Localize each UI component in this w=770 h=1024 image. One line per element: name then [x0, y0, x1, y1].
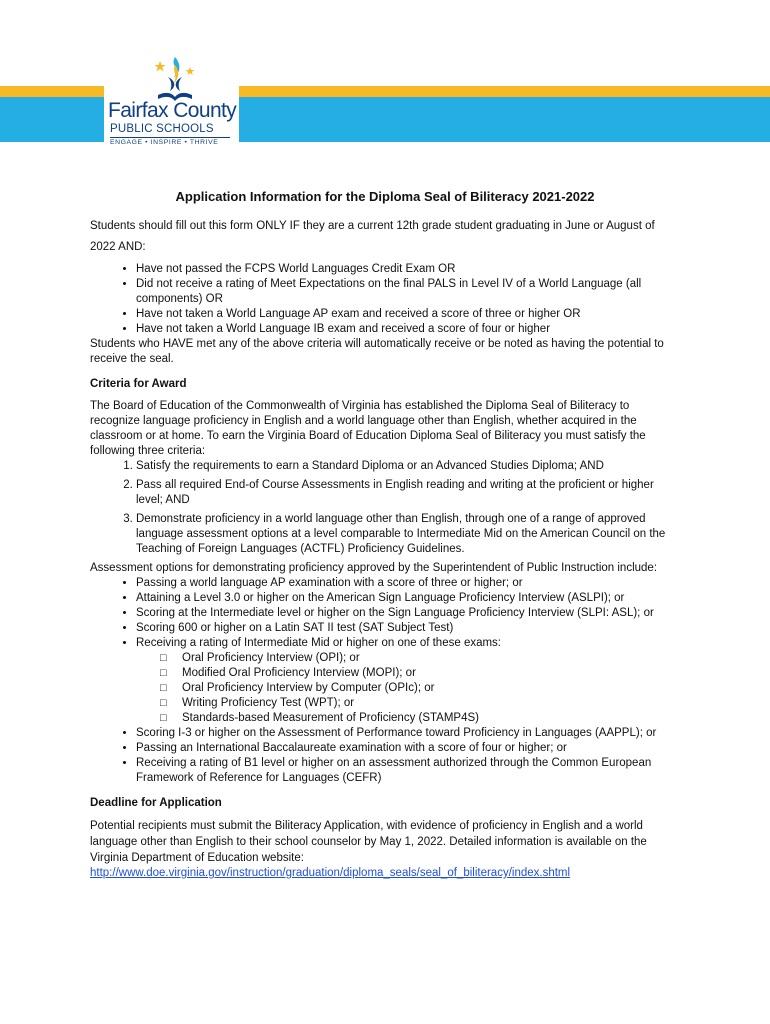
deadline-paragraph: Potential recipients must submit the Biliteracy Application, with evidence of proficiency in English and a world language other than English to their school counselor by May 1, 2022. Detailed information is available on the Virginia Department of Education website: [90, 820, 647, 864]
list-item: □ Modified Oral Proficiency Interview (MOPI); or [182, 666, 680, 681]
criteria-heading: Criteria for Award [90, 378, 187, 390]
logo-divider [110, 137, 230, 138]
logo-tagline: ENGAGE • INSPIRE • THRIVE [110, 139, 219, 146]
list-item: • Passing a world language AP examination with a score of three or higher; or [136, 576, 680, 591]
list-item [136, 636, 680, 726]
list-item: • Have not taken a World Language AP exam and received a score of three or higher OR [136, 307, 680, 322]
list-item: • Scoring at the Intermediate level or higher on the Sign Language Proficiency Interview (SLPI: ASL); or [136, 606, 680, 621]
header-band-gold-stripe [239, 86, 770, 97]
logo-district-name: Fairfax County [108, 99, 237, 122]
header-band-right [239, 86, 770, 142]
list-item: • Did not receive a rating of Meet Expectations on the final PALS in Level IV of a World Language (all components) OR [136, 277, 680, 307]
criteria-intro-paragraph: The Board of Education of the Commonwealth of Virginia has established the Diploma Seal of Biliteracy to recognize language proficiency in English and a world language other than English, whether acquired in the classroom or at home. To earn the Virginia Board of Education Diploma Seal of Biliteracy you must satisfy the following three criteria: [90, 400, 646, 457]
list-item: • Attaining a Level 3.0 or higher on the American Sign Language Proficiency Interview (ASLPI); or [136, 591, 680, 606]
after-conditions-paragraph: Students who HAVE met any of the above criteria will automatically receive or be noted as having the potential to receive the seal. [90, 338, 664, 365]
list-item: • Scoring I-3 or higher on the Assessment of Performance toward Proficiency in Languages (AAPPL); or [136, 726, 680, 741]
list-item: □ Oral Proficiency Interview by Computer (OPIc); or [182, 681, 680, 696]
intro-paragraph: Students should fill out this form ONLY IF they are a current 12th grade student graduating in June or August of 2022 AND: [90, 220, 655, 253]
document-title: Application Information for the Diploma Seal of Biliteracy 2021-2022 [175, 189, 595, 204]
list-item: • Scoring 600 or higher on a Latin SAT II test (SAT Subject Test) [136, 621, 680, 636]
list-item: 2. Pass all required End-of Course Assessments in English reading and writing at the proficient or higher level; AND [136, 478, 680, 508]
list-item: □ Oral Proficiency Interview (OPI); or [182, 651, 680, 666]
list-item: 3. Demonstrate proficiency in a world language other than English, through one of a range of approved language assessment options at a level comparable to Intermediate Mid on the American Council on the Teaching of Foreign Languages (ACTFL) Proficiency Guidelines. [136, 512, 680, 557]
exam-list [136, 651, 680, 726]
list-item: • Receiving a rating of B1 level or higher on an assessment authorized through the Common European Framework of Reference for Languages (CEFR) [136, 756, 680, 786]
options-intro-paragraph: Assessment options for demonstrating proficiency approved by the Superintendent of Public Instruction include: [90, 562, 658, 574]
deadline-heading: Deadline for Application [90, 797, 222, 809]
criteria-list [90, 459, 680, 557]
document-body [90, 188, 680, 881]
header-band-left [0, 86, 104, 142]
header-band-gold-stripe [0, 86, 104, 97]
list-item: • Have not passed the FCPS World Languages Credit Exam OR [136, 262, 680, 277]
list-item: 1. Satisfy the requirements to earn a Standard Diploma or an Advanced Studies Diploma; AND [136, 459, 680, 474]
fcps-logo [108, 55, 238, 147]
logo-flame-book-icon [150, 55, 200, 103]
logo-subtitle: PUBLIC SCHOOLS [110, 123, 214, 135]
list-item-text: Receiving a rating of Intermediate Mid or higher on one of these exams: [136, 637, 502, 649]
list-item: □ Standards-based Measurement of Proficiency (STAMP4S) [182, 711, 680, 726]
list-item: • Passing an International Baccalaureate examination with a score of four or higher; or [136, 741, 680, 756]
vdoe-biliteracy-link[interactable]: http://www.doe.virginia.gov/instruction/graduation/diploma_seals/seal_of_biliteracy/index.shtml [90, 867, 571, 879]
assessment-options-list [90, 576, 680, 786]
list-item: • Have not taken a World Language IB exam and received a score of four or higher [136, 322, 680, 337]
list-item: □ Writing Proficiency Test (WPT); or [182, 696, 680, 711]
eligibility-conditions-list [90, 262, 680, 337]
